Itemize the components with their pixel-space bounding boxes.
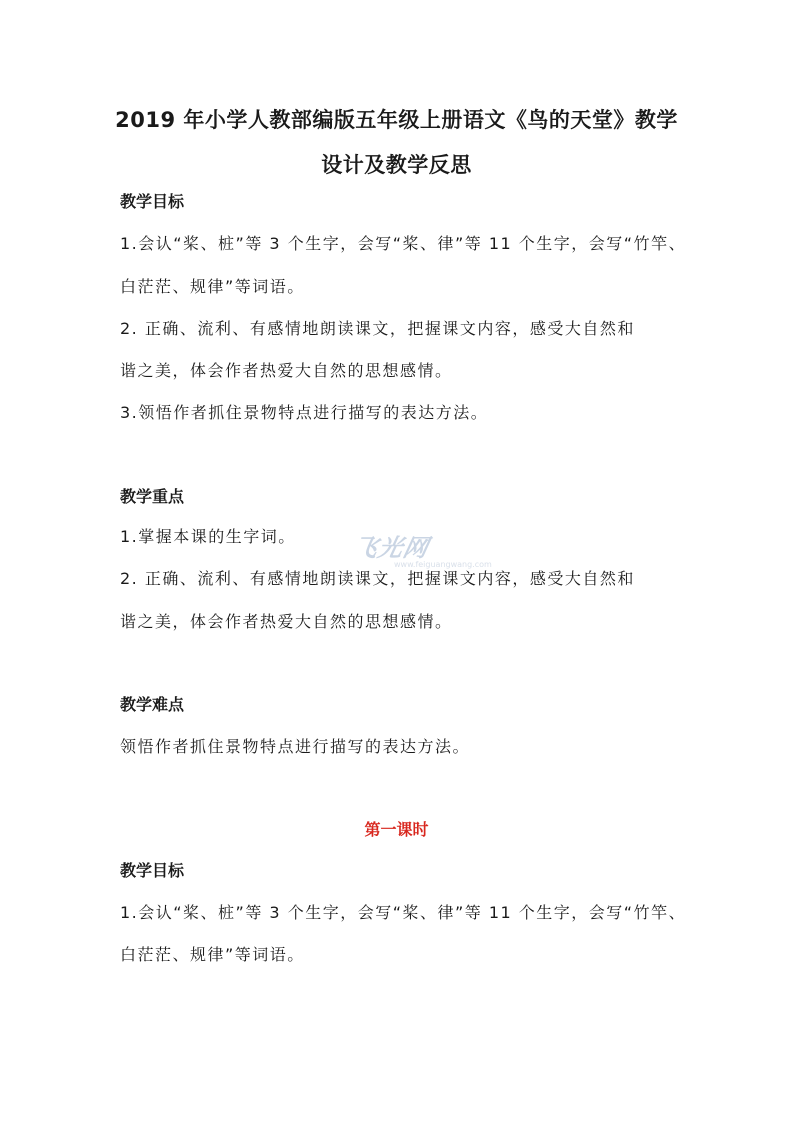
paragraph-line: 1.会认“桨、桩”等 3 个生字，会写“桨、律”等 11 个生字，会写“竹竿、 (120, 903, 687, 922)
paragraph-line: 2. 正确、流利、有感情地朗读课文，把握课文内容，感受大自然和 (120, 569, 635, 588)
paragraph-line: 1.会认“桨、桩”等 3 个生字，会写“桨、律”等 11 个生字，会写“竹竿、 (120, 234, 687, 253)
document-title-line-1: 2019 年小学人教部编版五年级上册语文《鸟的天堂》教学 (115, 108, 678, 132)
watermark-text: 飞光网 (350, 534, 432, 562)
document-title-line-2: 设计及教学反思 (321, 153, 472, 177)
paragraph-line: 3.领悟作者抓住景物特点进行描写的表达方法。 (120, 403, 489, 422)
paragraph-line: 白茫茫、规律”等词语。 (120, 945, 305, 964)
paragraph-line: 领悟作者抓住景物特点进行描写的表达方法。 (120, 737, 471, 756)
section-heading-teaching-goals: 教学目标 (120, 192, 185, 211)
section-heading-teaching-difficulty: 教学难点 (120, 695, 185, 714)
section-heading-teaching-goals-lesson-1: 教学目标 (120, 861, 185, 880)
section-heading-teaching-focus: 教学重点 (120, 487, 185, 506)
paragraph-line: 谐之美，体会作者热爱大自然的思想感情。 (120, 361, 453, 380)
lesson-title: 第一课时 (364, 820, 429, 839)
paragraph-line: 2. 正确、流利、有感情地朗读课文，把握课文内容，感受大自然和 (120, 319, 635, 338)
paragraph-line: 1.掌握本课的生字词。 (120, 527, 296, 546)
watermark-logo (350, 528, 492, 584)
paragraph-line: 谐之美，体会作者热爱大自然的思想感情。 (120, 612, 453, 631)
watermark-url: www.feiguangwang.com (394, 560, 492, 569)
paragraph-line: 白茫茫、规律”等词语。 (120, 277, 305, 296)
